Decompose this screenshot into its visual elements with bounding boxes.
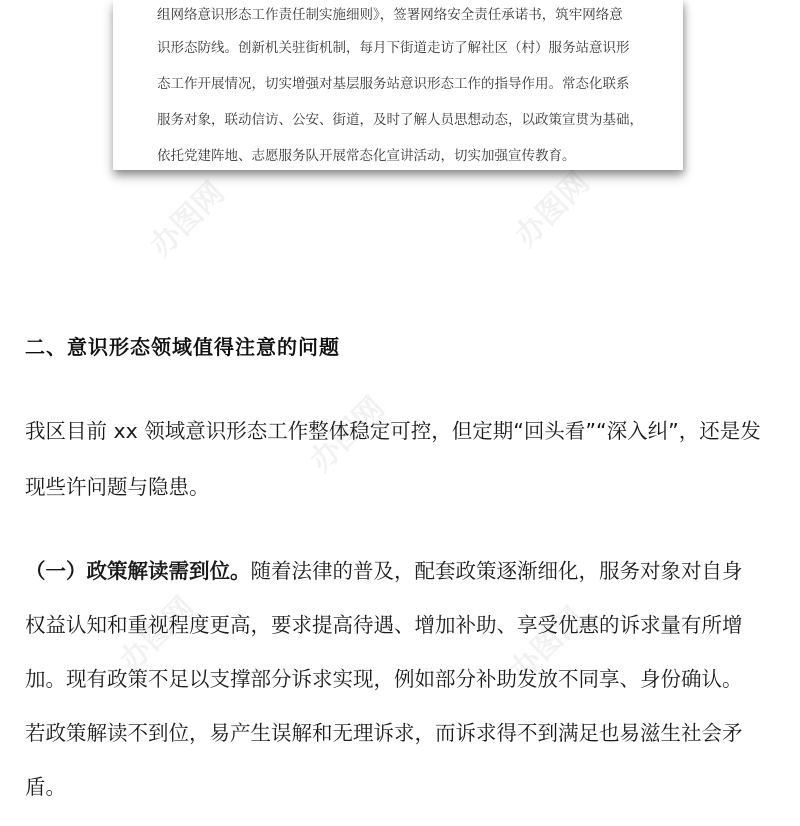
intro-paragraph xyxy=(25,416,777,528)
card-paragraph xyxy=(157,0,649,174)
document-preview-card xyxy=(113,0,683,170)
paragraph-line: 权益认知和重视程度更高，要求提高待遇、增加补助、享受优惠的诉求量有所增 xyxy=(25,613,743,637)
paragraph-line: 盾。 xyxy=(25,775,66,799)
card-line: 态工作开展情况，切实增强对基层服务站意识形态工作的指导作用。常态化联系 xyxy=(157,76,630,92)
paragraph-line: 若政策解读不到位，易产生误解和无理诉求，而诉求得不到满足也易滋生社会矛 xyxy=(25,721,743,745)
watermark: 办图网 xyxy=(143,175,232,264)
watermark: 办图网 xyxy=(303,390,392,479)
watermark: 办图网 xyxy=(113,590,202,679)
watermark: 办图网 xyxy=(503,600,592,689)
paragraph-line: 我区目前 xx 领域意识形态工作整体稳定可控，但定期“回头看”“深入纠”，还是发 xyxy=(25,419,761,443)
policy-paragraph xyxy=(25,556,777,826)
paragraph-bold-lead: （一）政策解读需到位。 xyxy=(25,559,251,583)
card-line: 依托党建阵地、志愿服务队开展常态化宣讲活动，切实加强宣传教育。 xyxy=(157,148,576,164)
card-line: 组网络意识形态工作责任制实施细则》，签署网络安全责任承诺书，筑牢网络意 xyxy=(157,7,623,23)
paragraph-line: 现些许问题与隐患。 xyxy=(25,475,210,499)
paragraph-line-rest: 随着法律的普及，配套政策逐渐细化，服务对象对自身 xyxy=(250,559,743,583)
card-line: 识形态防线。创新机关驻街机制，每月下街道走访了解社区（村）服务站意识形 xyxy=(157,40,630,56)
watermark: 办图网 xyxy=(508,165,597,254)
section-heading: 二、意识形态领域值得注意的问题 xyxy=(25,335,340,359)
paragraph-line xyxy=(25,556,777,610)
paragraph-line: 加。现有政策不足以支撑部分诉求实现，例如部分补助发放不同享、身份确认。 xyxy=(25,667,743,691)
card-line: 服务对象，联动信访、公安、街道，及时了解人员思想动态，以政策宣贯为基础， xyxy=(157,112,643,128)
